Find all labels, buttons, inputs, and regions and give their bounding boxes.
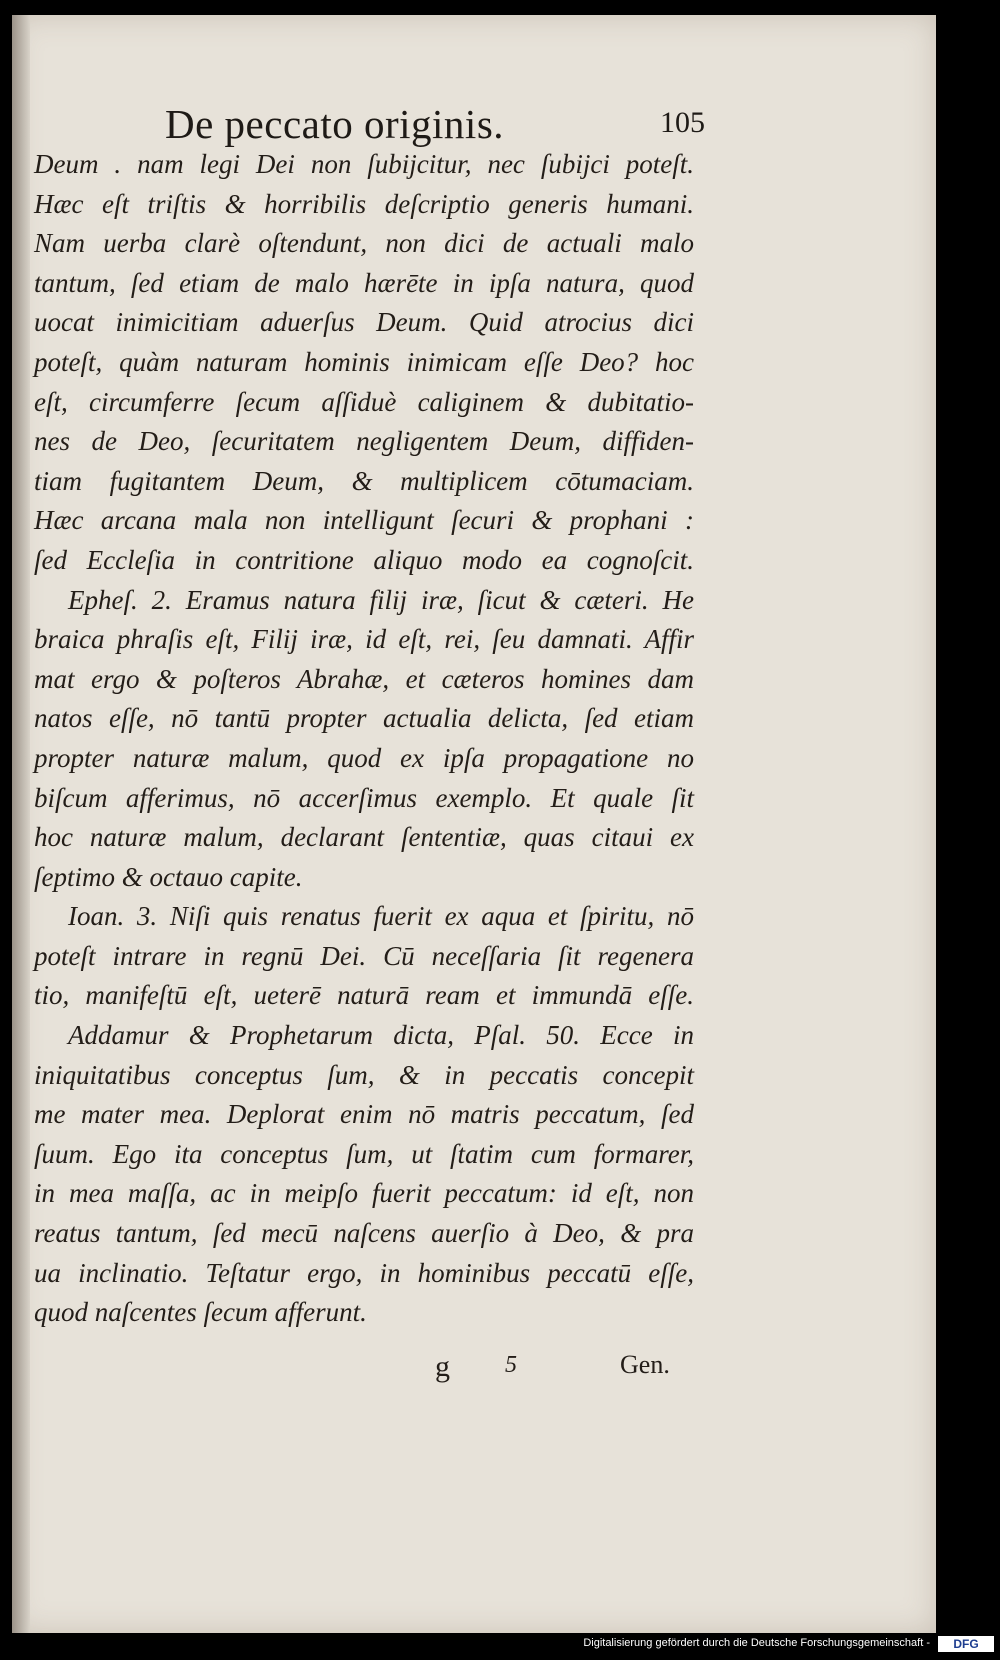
catchword: Gen.: [620, 1350, 670, 1379]
text-line: Addamur & Prophetarum dicta, Pſal. 50. Ecce in: [68, 1020, 694, 1051]
text-line: tio, manifeſtū eſt, ueterē naturā ream et immundā eſſe.: [34, 980, 694, 1011]
text-line: in mea maſſa, ac in meipſo fuerit peccatum: id eſt, non: [34, 1178, 694, 1209]
signature-number: 5: [505, 1352, 517, 1378]
signature-line: [420, 1350, 690, 1390]
text-line: Ioan. 3. Niſi quis renatus fuerit ex aqua et ſpiritu, nō: [68, 901, 694, 932]
page-number: 105: [660, 106, 705, 139]
text-line: ſuum. Ego ita conceptus ſum, ut ſtatim cum formarer,: [34, 1138, 694, 1169]
text-line: tiam fugitantem Deum, & multiplicem cōtumaciam.: [34, 465, 694, 496]
text-line: uocat inimicitiam aduerſus Deum. Quid atrocius dici: [34, 307, 694, 338]
text-line: Hæc eſt triſtis & horribilis deſcriptio generis humani.: [34, 188, 694, 219]
text-line: quod naſcentes ſecum afferunt.: [34, 1297, 367, 1328]
text-line: biſcum afferimus, nō accerſimus exemplo. Et quale ſit: [34, 782, 694, 813]
signature-mark: g: [435, 1350, 450, 1383]
text-line: ſed Eccleſia in contritione aliquo modo ea cognoſcit.: [34, 544, 694, 575]
text-line: hoc naturæ malum, declarant ſententiæ, quas citaui ex: [34, 822, 694, 853]
text-line: braica phraſis eſt, Filij iræ, id eſt, rei, ſeu damnati. Affir: [34, 624, 694, 655]
digitization-credit: Digitalisierung gefördert durch die Deutsche Forschungsgemeinschaft -: [583, 1637, 930, 1649]
text-line: me mater mea. Deplorat enim nō matris peccatum, ſed: [34, 1099, 694, 1130]
text-line: Deum . nam legi Dei non ſubijcitur, nec ſubijci poteſt.: [34, 149, 694, 179]
text-line: nes de Deo, ſecuritatem negligentem Deum, diffiden-: [34, 426, 694, 457]
text-line: mat ergo & poſteros Abrahæ, et cæteros homines dam: [34, 663, 694, 694]
text-line: propter naturæ malum, quod ex ipſa propagatione no: [34, 742, 694, 773]
text-line: Nam uerba clarè oſtendunt, non dici de actuali malo: [34, 228, 694, 259]
text-line: eſt, circumferre ſecum aſſiduè caliginem & dubitatio-: [34, 386, 694, 417]
text-line: Hæc arcana mala non intelligunt ſecuri & prophani :: [34, 505, 694, 536]
dfg-logo: DFG: [938, 1636, 994, 1652]
text-line: poteſt, quàm naturam hominis inimicam eſſe Deo? hoc: [34, 346, 694, 377]
text-line: ſeptimo & octauo capite.: [34, 861, 303, 892]
text-line: Epheſ. 2. Eramus natura filij iræ, ſicut & cæteri. He: [68, 584, 694, 615]
text-line: iniquitatibus conceptus ſum, & in peccatis concepit: [34, 1059, 694, 1090]
text-line: ua inclinatio. Teſtatur ergo, in hominibus peccatū eſſe,: [34, 1257, 694, 1288]
text-line: natos eſſe, nō tantū propter actualia delicta, ſed etiam: [34, 703, 694, 734]
body-text: [34, 145, 694, 1333]
text-line: reatus tantum, ſed mecū naſcens auerſio à Deo, & pra: [34, 1218, 694, 1249]
text-line: poteſt intrare in regnū Dei. Cū neceſſaria ſit regenera: [34, 940, 694, 971]
running-title: De peccato originis.: [165, 101, 505, 147]
page-gutter-shadow: [12, 15, 30, 1633]
text-line: tantum, ſed etiam de malo hærēte in ipſa natura, quod: [34, 267, 694, 298]
